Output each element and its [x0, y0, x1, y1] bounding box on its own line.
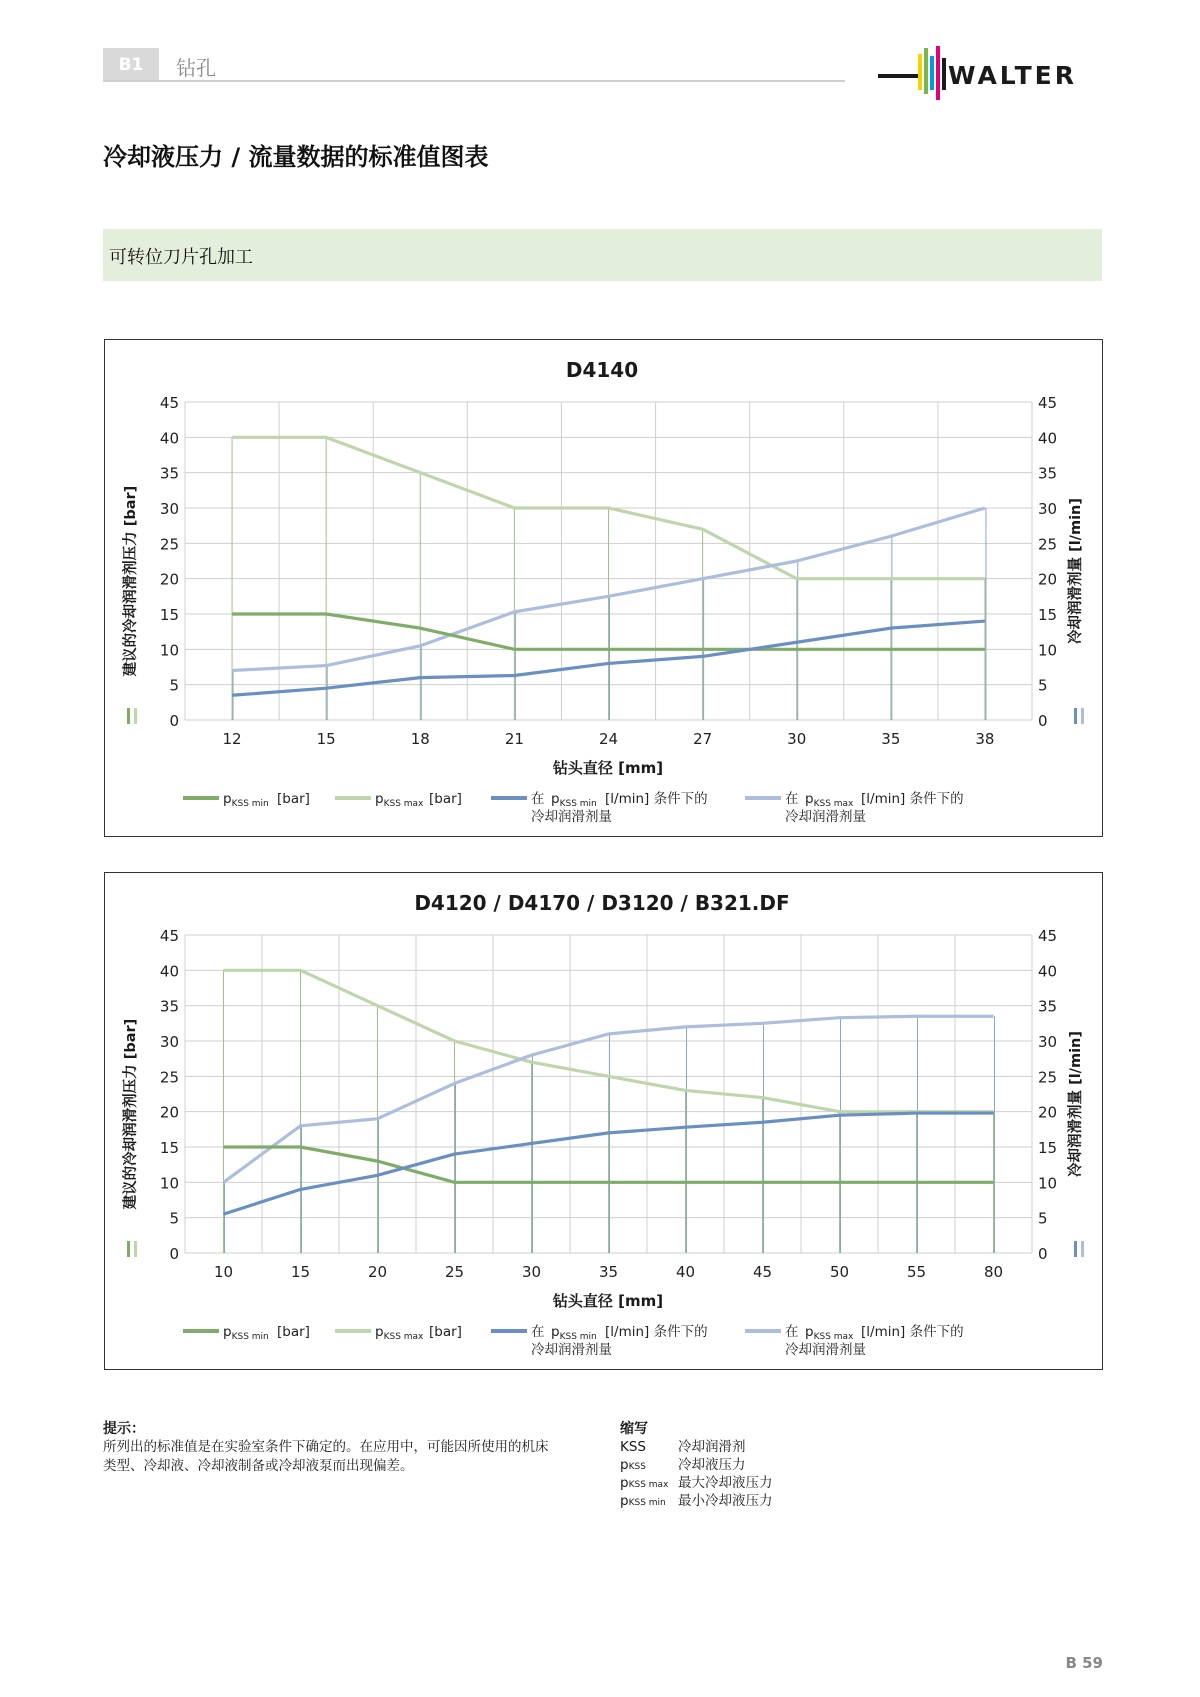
y-tick-right: 5 [1038, 1209, 1048, 1228]
axis-marker-left [127, 708, 130, 724]
subtitle-band [103, 229, 1102, 281]
legend-label-q-min-2: 冷却润滑剂量 [531, 1342, 612, 1358]
header-divider [103, 80, 845, 82]
axis-marker-right [1074, 708, 1077, 724]
y-tick-right: 40 [1038, 962, 1058, 981]
axis-marker-left [134, 1241, 137, 1257]
legend-symbol-q-min: $p_{KSS min}$ [551, 1324, 597, 1342]
legend-label-q-min-2: 冷却润滑剂量 [531, 809, 612, 825]
y-tick-right: 15 [1038, 1139, 1058, 1157]
legend-label-p-max: [bar] [429, 791, 462, 807]
y-tick-left: 45 [159, 927, 179, 945]
legend-prefix-q-min: 在 [531, 1324, 545, 1340]
y-tick-left: 5 [169, 1209, 179, 1228]
page-title: 冷却液压力 / 流量数据的标准值图表 [103, 143, 489, 171]
legend-symbol-p-min: $p_{KSS min}$ [223, 1324, 269, 1342]
x-tick-label: 50 [829, 1263, 850, 1281]
legend-label-p-min: [bar] [277, 791, 310, 807]
axis-marker-right [1081, 708, 1084, 724]
y-tick-left: 20 [159, 570, 179, 589]
x-tick-label: 38 [975, 730, 995, 748]
y-tick-left: 35 [159, 997, 179, 1016]
y-tick-right: 5 [1038, 676, 1048, 695]
x-tick-label: 24 [598, 730, 619, 748]
chart-title: D4140 [565, 358, 639, 382]
y-tick-left: 45 [159, 394, 179, 412]
y-axis-label-left: 建议的冷却润滑剂压力 [bar] [123, 485, 139, 677]
x-tick-label: 35 [598, 1263, 619, 1281]
abbr-value: 冷却液压力 [678, 1457, 746, 1473]
x-tick-label: 12 [222, 730, 242, 748]
x-axis-label: 钻头直径 [mm] [552, 759, 664, 777]
y-axis-label-left: 建议的冷却润滑剂压力 [bar] [123, 1018, 139, 1210]
chart-d4140-svg [105, 340, 1102, 836]
abbr-key: pKSS max [620, 1475, 669, 1491]
y-tick-left: 30 [159, 500, 179, 518]
legend-label-q-max: [l/min] 条件下的 [861, 1324, 964, 1340]
y-tick-left: 20 [159, 1103, 179, 1122]
y-tick-right: 10 [1038, 1174, 1058, 1193]
x-tick-label: 25 [444, 1263, 465, 1281]
legend-label-p-max: [bar] [429, 1324, 462, 1340]
legend-symbol-q-max: $p_{KSS max}$ [805, 1324, 854, 1342]
abbr-key: KSS [620, 1439, 646, 1455]
y-tick-right: 40 [1038, 429, 1058, 448]
y-tick-left: 15 [159, 1139, 179, 1157]
y-tick-right: 10 [1038, 641, 1058, 660]
legend-prefix-q-min: 在 [531, 791, 545, 807]
legend-label-q-min: [l/min] 条件下的 [605, 791, 708, 807]
x-tick-label: 45 [752, 1263, 773, 1281]
notes-block [103, 1418, 623, 1476]
x-tick-label: 15 [316, 730, 336, 748]
y-tick-left: 40 [159, 429, 179, 448]
walter-logo [878, 44, 1104, 104]
y-tick-left: 30 [159, 1033, 179, 1051]
axis-marker-right [1081, 1241, 1084, 1257]
legend-symbol-p-max: $p_{KSS max}$ [375, 1324, 424, 1342]
x-axis-label: 钻头直径 [mm] [552, 1292, 664, 1310]
y-tick-right: 35 [1038, 997, 1058, 1016]
axis-marker-left [127, 1241, 130, 1257]
y-tick-right: 25 [1038, 1068, 1058, 1087]
abbreviations-heading: 缩写 [620, 1421, 648, 1437]
chart-d4120-svg [105, 873, 1102, 1369]
legend-prefix-q-max: 在 [785, 791, 799, 807]
x-tick-label: 20 [367, 1263, 388, 1281]
abbr-value: 最小冷却液压力 [678, 1493, 773, 1509]
section-title: 钻孔 [176, 56, 216, 80]
y-tick-right: 15 [1038, 606, 1058, 624]
axis-marker-right [1074, 1241, 1077, 1257]
y-tick-right: 20 [1038, 1103, 1058, 1122]
notes-heading: 提示： [103, 1421, 145, 1437]
x-tick-label: 27 [693, 730, 713, 748]
y-tick-left: 15 [159, 606, 179, 624]
chart-d4120 [104, 872, 1103, 1370]
x-tick-label: 21 [504, 730, 524, 748]
subtitle: 可转位刀片孔加工 [109, 247, 253, 268]
y-tick-left: 10 [159, 1174, 179, 1193]
legend-label-q-min: [l/min] 条件下的 [605, 1324, 708, 1340]
y-tick-right: 45 [1038, 394, 1058, 412]
y-tick-right: 20 [1038, 570, 1058, 589]
x-tick-label: 15 [290, 1263, 311, 1281]
abbr-key: pKSS min [620, 1493, 666, 1509]
axis-marker-left [134, 708, 137, 724]
y-tick-right: 30 [1038, 1033, 1058, 1051]
legend-symbol-p-min: $p_{KSS min}$ [223, 791, 269, 809]
abbreviations-block [620, 1418, 880, 1518]
chart-title: D4120 / D4170 / D3120 / B321.DF [414, 891, 790, 915]
y-tick-left: 5 [169, 676, 179, 695]
x-tick-label: 30 [521, 1263, 542, 1281]
x-tick-label: 10 [213, 1263, 234, 1281]
y-tick-left: 40 [159, 962, 179, 981]
y-axis-label-right: 冷却润滑剂量 [l/min] [1068, 498, 1084, 644]
y-tick-right: 30 [1038, 500, 1058, 518]
x-tick-label: 80 [983, 1263, 1004, 1281]
notes-line-1: 所列出的标准值是在实验室条件下确定的。在应用中，可能因所使用的机床 [103, 1439, 549, 1455]
y-tick-left: 25 [159, 535, 179, 554]
y-tick-left: 10 [159, 641, 179, 660]
notes-line-2: 类型、冷却液、冷却液制备或冷却液泵而出现偏差。 [103, 1458, 414, 1474]
legend-label-q-max-2: 冷却润滑剂量 [785, 809, 866, 825]
chart-d4140 [104, 339, 1103, 837]
x-tick-label: 40 [675, 1263, 696, 1281]
page-number: B 59 [1065, 1654, 1103, 1672]
legend-symbol-p-max: $p_{KSS max}$ [375, 791, 424, 809]
legend-label-p-min: [bar] [277, 1324, 310, 1340]
x-tick-label: 18 [410, 730, 430, 748]
x-tick-label: 55 [906, 1263, 927, 1281]
y-tick-left: 35 [159, 464, 179, 483]
legend-label-q-max-2: 冷却润滑剂量 [785, 1342, 866, 1358]
y-tick-left: 0 [169, 712, 179, 730]
y-tick-right: 25 [1038, 535, 1058, 554]
y-tick-right: 45 [1038, 927, 1058, 945]
x-tick-label: 35 [881, 730, 901, 748]
legend-prefix-q-max: 在 [785, 1324, 799, 1340]
y-tick-left: 0 [169, 1245, 179, 1263]
abbr-value: 最大冷却液压力 [678, 1475, 773, 1491]
legend-symbol-q-max: $p_{KSS max}$ [805, 791, 854, 809]
x-tick-label: 30 [787, 730, 807, 748]
y-tick-right: 0 [1038, 1245, 1048, 1263]
abbr-key: pKSS [620, 1457, 646, 1473]
legend-label-q-max: [l/min] 条件下的 [861, 791, 964, 807]
brand-name: WALTER [948, 61, 1077, 90]
y-tick-right: 0 [1038, 712, 1048, 730]
section-tag: B1 [103, 48, 159, 82]
y-tick-left: 25 [159, 1068, 179, 1087]
y-tick-right: 35 [1038, 464, 1058, 483]
abbr-value: 冷却润滑剂 [678, 1439, 746, 1455]
y-axis-label-right: 冷却润滑剂量 [l/min] [1068, 1031, 1084, 1177]
legend-symbol-q-min: $p_{KSS min}$ [551, 791, 597, 809]
